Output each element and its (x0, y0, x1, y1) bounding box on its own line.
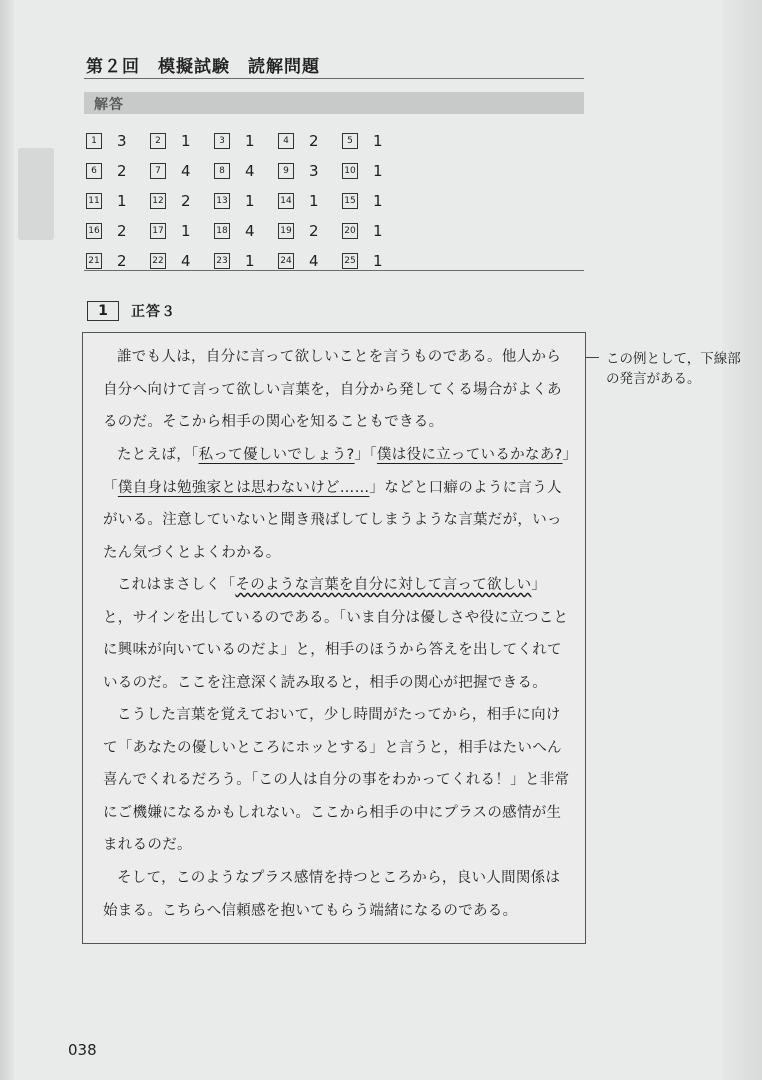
title-divider (84, 78, 584, 79)
question-number: 11 (86, 193, 102, 209)
question-number-box: 1 (87, 301, 119, 321)
answer-value: 1 (373, 222, 383, 240)
reading-passage-box (82, 332, 586, 944)
side-note-line-2: の発言がある。 (606, 371, 701, 387)
question-number: 5 (342, 133, 358, 149)
answer-value: 3 (117, 132, 127, 150)
section-divider (84, 270, 584, 271)
answer-value: 1 (309, 192, 319, 210)
question-number: 4 (278, 133, 294, 149)
question-number: 14 (278, 193, 294, 209)
answer-value: 4 (245, 162, 255, 180)
passage-paragraph-5: そして，このようなプラス感情を持つところから，良い人間関係は始まる。こちらへ信頼感を抱いてもらう端緒になるのである。 (103, 870, 561, 919)
question-number: 6 (86, 163, 102, 179)
answer-item (86, 132, 150, 150)
passage-paragraph-3: これはまさしく「そのような言葉を自分に対して言って欲しい」と，サインを出しているのである。「いま自分は優しさや役に立つことに興味が向いているのだよ」と，相手のほうから答えを出してくれているのだ。ここを注意深く読み取ると，相手の関心が把握できる。 (103, 577, 569, 691)
question-number: 25 (342, 253, 358, 269)
question-number: 16 (86, 223, 102, 239)
answer-row (86, 156, 406, 186)
answer-item (86, 252, 150, 270)
answer-item (342, 252, 406, 270)
question-number: 3 (214, 133, 230, 149)
question-number: 15 (342, 193, 358, 209)
answer-value: 3 (309, 162, 319, 180)
answer-item (214, 192, 278, 210)
answer-item (214, 252, 278, 270)
chapter-tab (18, 148, 54, 240)
answer-item (278, 222, 342, 240)
question-number: 22 (150, 253, 166, 269)
answer-item (150, 162, 214, 180)
answer-item (278, 252, 342, 270)
answer-item (214, 132, 278, 150)
wavy-underlined-phrase: そのような言葉を自分に対して言って欲しい (235, 577, 532, 593)
answer-item (150, 192, 214, 210)
question-number: 17 (150, 223, 166, 239)
answer-value: 2 (117, 222, 127, 240)
answer-item (278, 132, 342, 150)
page-number: 038 (68, 1041, 97, 1059)
answer-value: 4 (245, 222, 255, 240)
answer-value: 1 (373, 252, 383, 270)
answer-item (86, 192, 150, 210)
side-note (606, 349, 741, 389)
answer-value: 1 (117, 192, 127, 210)
question-number: 10 (342, 163, 358, 179)
question-number: 18 (214, 223, 230, 239)
underlined-phrase-2: 僕は役に立っているかなあ? (376, 447, 563, 463)
answer-item (150, 222, 214, 240)
question-number: 2 (150, 133, 166, 149)
side-note-line-1: この例として，下線部 (606, 351, 741, 367)
answer-heading: 解答 (94, 97, 124, 113)
answer-value: 2 (309, 222, 319, 240)
question-number: 1 (86, 133, 102, 149)
question-number: 19 (278, 223, 294, 239)
answer-value: 2 (309, 132, 319, 150)
page-edge-shadow-right (722, 0, 762, 1080)
question-number: 8 (214, 163, 230, 179)
answer-item (214, 222, 278, 240)
answer-item (342, 222, 406, 240)
answer-grid (86, 126, 406, 276)
answer-item (342, 132, 406, 150)
answer-heading-band (84, 92, 584, 114)
side-note-leader-line (585, 357, 599, 358)
answer-item (150, 132, 214, 150)
page-title: 第２回 模擬試験 読解問題 (86, 57, 320, 77)
answer-item (150, 252, 214, 270)
answer-item (278, 162, 342, 180)
answer-item (214, 162, 278, 180)
answer-value: 1 (181, 222, 191, 240)
answer-value: 2 (181, 192, 191, 210)
correct-answer-label: 正答３ (131, 304, 176, 320)
answer-row (86, 246, 406, 276)
passage-paragraph-1: 誰でも人は，自分に言って欲しいことを言うものである。他人から自分へ向けて言って欲しい言葉を，自分から発してくる場合がよくあるのだ。そこから相手の関心を知ることもできる。 (103, 349, 562, 430)
answer-item (278, 192, 342, 210)
answer-item (86, 222, 150, 240)
answer-value: 4 (181, 162, 191, 180)
answer-value: 1 (245, 192, 255, 210)
answer-value: 1 (181, 132, 191, 150)
question-number: 7 (150, 163, 166, 179)
question-number: 23 (214, 253, 230, 269)
answer-value: 1 (373, 132, 383, 150)
question-number: 13 (214, 193, 230, 209)
answer-row (86, 186, 406, 216)
question-number: 9 (278, 163, 294, 179)
passage-paragraph-2: たとえば，「私って優しいでしょう?」「僕は役に立っているかなあ?」「僕自身は勉強家とは思わないけど……」などと口癖のように言う人がいる。注意していないと聞き飛ばしてしまうような言葉だが，いったん気づくとよくわかる。 (103, 447, 571, 561)
question-number: 20 (342, 223, 358, 239)
question-number: 24 (278, 253, 294, 269)
answer-value: 4 (309, 252, 319, 270)
answer-item (342, 192, 406, 210)
answer-value: 2 (117, 252, 127, 270)
answer-value: 4 (181, 252, 191, 270)
answer-row (86, 216, 406, 246)
answer-value: 2 (117, 162, 127, 180)
answer-row (86, 126, 406, 156)
page-edge-shadow (0, 0, 14, 1080)
passage-paragraph-4: こうした言葉を覚えておいて，少し時間がたってから，相手に向けて「あなたの優しいところにホッとする」と言うと，相手はたいへん喜んでくれるだろう。「この人は自分の事をわかってくれる！」と非常にご機嫌になるかもしれない。ここから相手の中にプラスの感情が生まれるのだ。 (103, 707, 570, 853)
underlined-phrase-3: 僕自身は勉強家とは思わないけど…… (117, 479, 370, 496)
answer-value: 1 (373, 192, 383, 210)
question-number: 21 (86, 253, 102, 269)
answer-value: 1 (245, 132, 255, 150)
answer-value: 1 (373, 162, 383, 180)
question-number: 12 (150, 193, 166, 209)
underlined-phrase-1: 私って優しいでしょう? (198, 447, 355, 463)
answer-value: 1 (245, 252, 255, 270)
answer-item (342, 162, 406, 180)
answer-item (86, 162, 150, 180)
